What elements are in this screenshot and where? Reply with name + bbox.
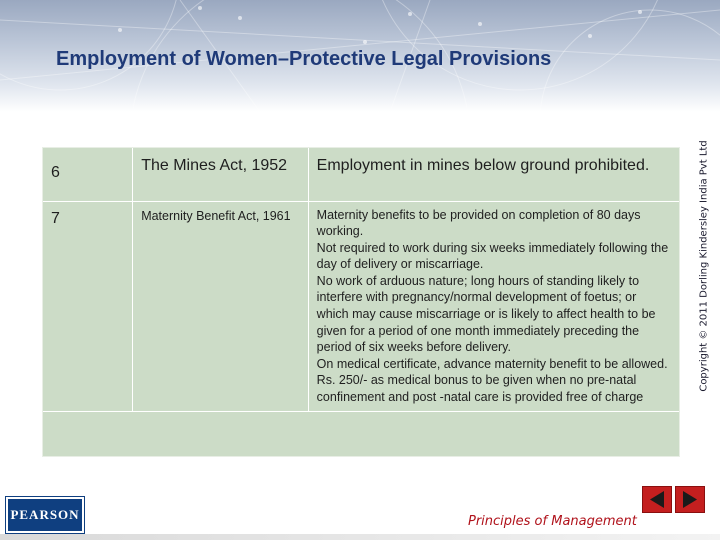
row-number: 6 [43, 148, 133, 201]
row-number: 7 [43, 201, 133, 411]
provisions-table [42, 147, 680, 457]
act-name: Maternity Benefit Act, 1961 [133, 201, 308, 411]
pearson-logo [6, 497, 84, 533]
right-arrow-icon [676, 487, 704, 512]
previous-slide-button[interactable] [642, 486, 672, 513]
provision-text [308, 148, 679, 201]
provision-line: No work of arduous nature; long hours of standing likely to interfere with pregnancy/normal development of foetus; or which may cause miscarriage or is likely to affect health to be given for a period of one month immediately preceding the period of six weeks before delivery. [316, 273, 656, 355]
page-title: Employment of Women–Protective Legal Provisions [56, 48, 552, 70]
provision-line: Maternity benefits to be provided on completion of 80 days working. [316, 207, 641, 239]
provision-line: Employment in mines below ground prohibited. [316, 157, 650, 174]
logo-text: PEARSON [10, 507, 80, 522]
provision-line: On medical certificate, advance maternity benefit to be allowed. [316, 356, 668, 371]
act-name: The Mines Act, 1952 [133, 148, 308, 201]
next-slide-button[interactable] [675, 486, 705, 513]
provision-line: Not required to work during six weeks immediately following the day of delivery or miscarriage. [316, 240, 669, 272]
footer-bar [0, 534, 720, 540]
copyright-notice: Copyright © 2011 Dorling Kindersley India Pvt Ltd [698, 140, 710, 392]
book-title: Principles of Management [468, 514, 637, 529]
left-arrow-icon [643, 487, 671, 512]
provision-text [308, 201, 679, 411]
table-row [43, 148, 679, 201]
provision-line: Rs. 250/- as medical bonus to be given when no pre-natal confinement and post -natal care is provided free of charge [316, 373, 644, 405]
table-row [43, 201, 679, 411]
